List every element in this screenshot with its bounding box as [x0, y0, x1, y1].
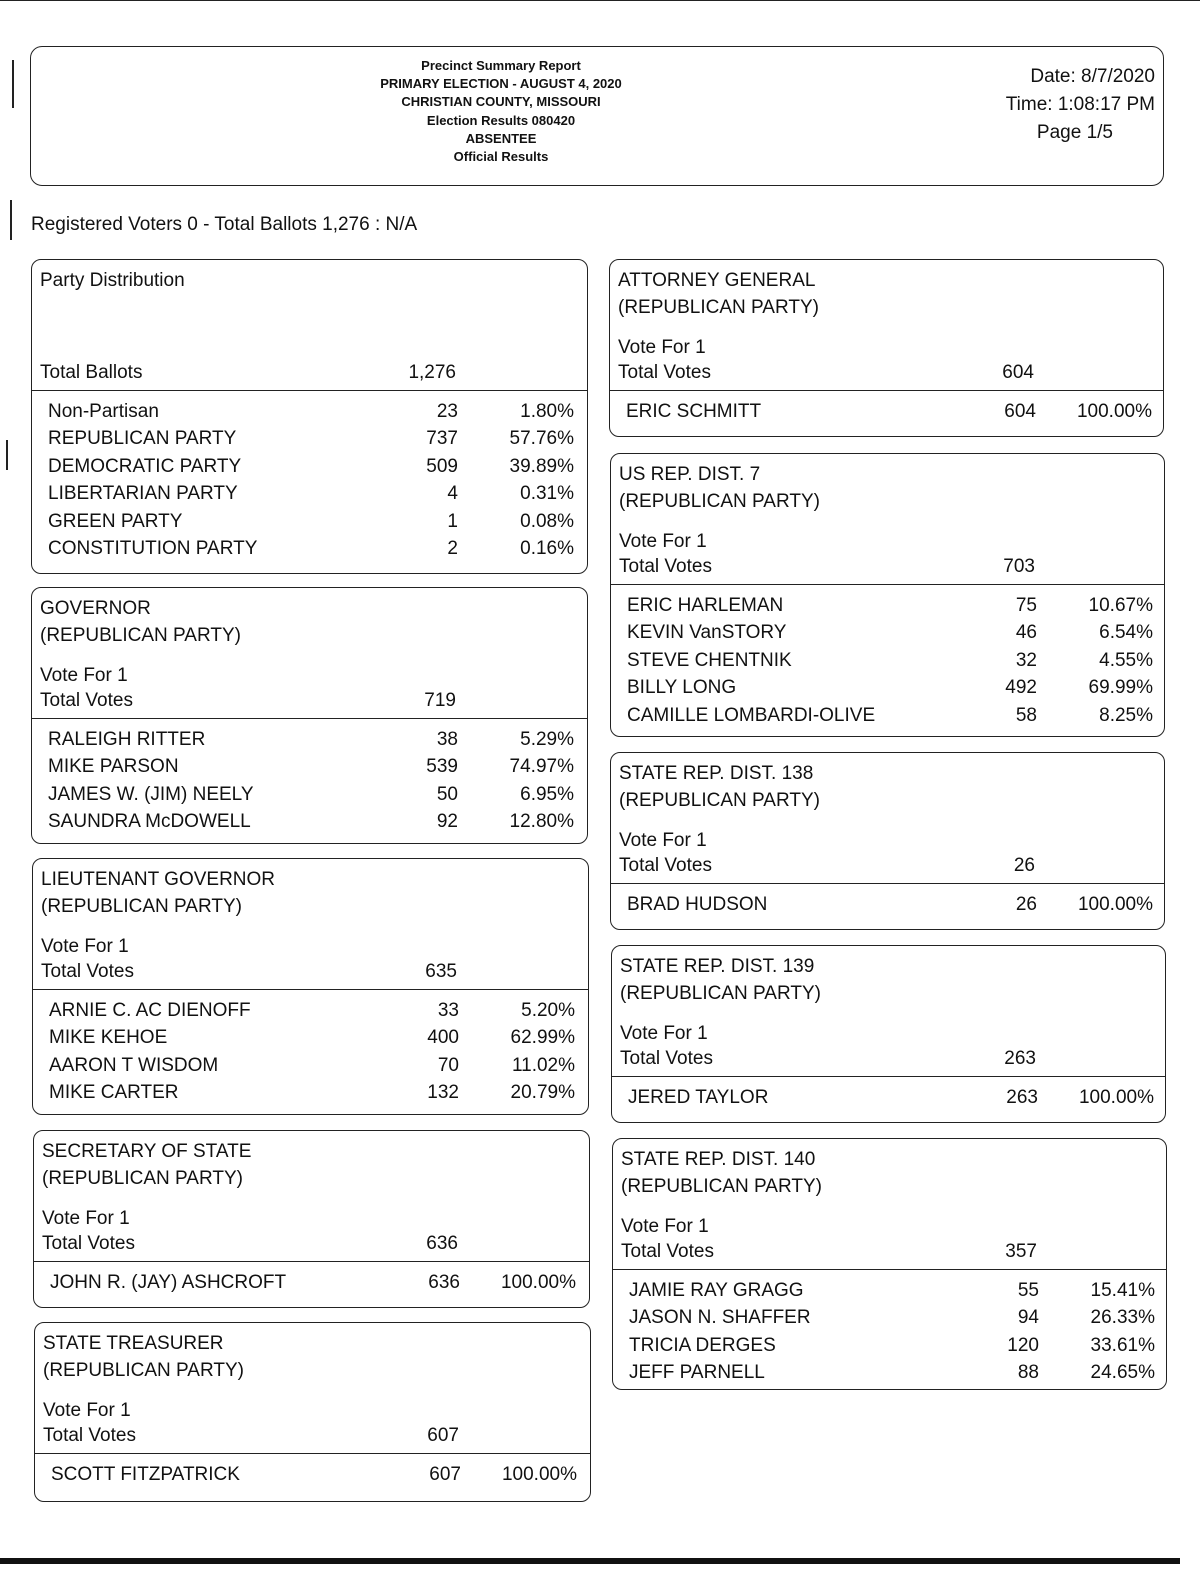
vote-percent: 100.00%	[1077, 894, 1153, 915]
race-office: SECRETARY OF STATE	[42, 1141, 252, 1162]
vote-percent: 20.79%	[510, 1082, 575, 1104]
vote-count: 70	[437, 1054, 459, 1076]
candidate-name: JERED TAYLOR	[628, 1087, 769, 1108]
race-title	[619, 462, 820, 515]
result-row	[627, 619, 1164, 646]
vote-count: 509	[426, 455, 458, 477]
vote-count: 23	[436, 401, 458, 422]
vote-percent: 11.02%	[511, 1054, 575, 1076]
result-row	[627, 702, 1164, 729]
race-party: (REPUBLICAN PARTY)	[40, 624, 241, 646]
vote-percent: 5.29%	[520, 729, 574, 750]
race-party: (REPUBLICAN PARTY)	[619, 789, 820, 811]
race-office: STATE TREASURER	[43, 1333, 224, 1354]
result-row	[48, 398, 587, 425]
vote-percent: 57.76%	[509, 428, 574, 450]
vote-percent: 100.00%	[500, 1272, 576, 1293]
candidate-name: MIKE KEHOE	[49, 1027, 168, 1049]
candidate-name: KEVIN VanSTORY	[627, 622, 787, 644]
candidate-name: JEFF PARNELL	[629, 1362, 765, 1384]
candidate-name: BRAD HUDSON	[627, 894, 768, 915]
race-title	[43, 1331, 244, 1384]
vote-count: 88	[1017, 1362, 1039, 1384]
candidate-name: CAMILLE LOMBARDI-OLIVE	[627, 704, 876, 726]
vote-percent: 33.61%	[1090, 1334, 1155, 1356]
ballot-summary: Registered Voters 0 - Total Ballots 1,276 : N/A	[31, 214, 418, 235]
candidate-name: BILLY LONG	[627, 677, 737, 699]
vote-percent: 5.20%	[521, 1000, 575, 1021]
vote-percent: 69.99%	[1088, 677, 1153, 699]
report-title: Precinct Summary Report	[421, 58, 581, 73]
candidate-name: TRICIA DERGES	[629, 1334, 776, 1356]
vote-count: 636	[428, 1272, 460, 1293]
vote-count: 2	[447, 538, 458, 559]
race-box	[609, 259, 1164, 437]
total-votes-label: Total Votes	[43, 1425, 136, 1446]
race-box	[610, 752, 1165, 930]
vote-count: 737	[426, 428, 458, 450]
candidate-name: JOHN R. (JAY) ASHCROFT	[50, 1272, 287, 1293]
vote-percent: 8.25%	[1099, 704, 1153, 726]
result-row	[48, 726, 587, 753]
vote-count: 94	[1017, 1307, 1039, 1329]
result-row	[48, 781, 587, 808]
result-row	[48, 425, 587, 452]
bottom-border-line	[0, 1558, 1180, 1564]
vote-for-label: Vote For 1	[618, 337, 706, 358]
vote-count: 400	[427, 1027, 459, 1049]
report-time: Time: 1:08:17 PM	[1005, 94, 1155, 115]
scan-mark	[10, 200, 12, 240]
vote-count: 604	[1004, 401, 1036, 422]
race-title	[40, 596, 241, 649]
candidate-name: ARNIE C. AC DIENOFF	[49, 1000, 251, 1021]
total-votes-label: Total Votes	[619, 556, 712, 577]
separator-line	[34, 1261, 589, 1262]
separator-line	[611, 883, 1164, 884]
vote-for-label: Vote For 1	[40, 665, 128, 686]
race-office: ATTORNEY GENERAL	[618, 270, 816, 291]
total-votes-label: Total Votes	[620, 1048, 713, 1069]
result-row	[48, 508, 587, 535]
candidate-name: ERIC HARLEMAN	[627, 595, 784, 616]
header-titles	[281, 57, 721, 166]
vote-for-label: Vote For 1	[42, 1208, 130, 1229]
race-title	[41, 867, 275, 920]
candidate-name: SCOTT FITZPATRICK	[51, 1464, 240, 1485]
candidate-name: ERIC SCHMITT	[626, 401, 762, 422]
candidate-name: RALEIGH RITTER	[48, 729, 206, 750]
separator-line	[32, 718, 587, 719]
candidate-name: Non-Partisan	[48, 401, 159, 422]
total-votes-label: Total Votes	[41, 961, 134, 982]
vote-count: 120	[1007, 1334, 1039, 1356]
results-name: Election Results 080420	[426, 112, 576, 128]
separator-line	[610, 390, 1163, 391]
result-row	[626, 398, 1163, 425]
result-row	[629, 1359, 1166, 1386]
result-row	[629, 1332, 1166, 1359]
total-votes-value: 604	[1002, 362, 1034, 383]
separator-line	[613, 1269, 1166, 1270]
vote-for-label: Vote For 1	[41, 936, 129, 957]
total-votes-label: Total Votes	[618, 362, 711, 383]
total-votes-value: 26	[1013, 855, 1035, 876]
vote-for-label: Vote For 1	[43, 1400, 131, 1421]
vote-count: 26	[1015, 894, 1037, 915]
total-votes-value: 636	[426, 1233, 458, 1254]
total-votes-label: Total Votes	[42, 1233, 135, 1254]
race-box	[32, 858, 589, 1115]
race-title	[619, 761, 820, 814]
results-status: Official Results	[453, 149, 549, 165]
candidate-name: MIKE CARTER	[49, 1082, 179, 1104]
race-box	[31, 587, 588, 844]
race-party: (REPUBLICAN PARTY)	[621, 1175, 822, 1197]
candidate-name: REPUBLICAN PARTY	[48, 428, 237, 450]
vote-count: 92	[436, 811, 458, 833]
race-title	[621, 1147, 822, 1200]
vote-for-label: Vote For 1	[619, 830, 707, 851]
top-border-line	[0, 0, 1200, 1]
result-row	[51, 1461, 590, 1488]
vote-count: 132	[427, 1082, 459, 1104]
race-office: STATE REP. DIST. 138	[619, 763, 814, 784]
result-row	[627, 891, 1164, 918]
vote-count: 46	[1015, 622, 1037, 644]
candidate-name: JAMES W. (JIM) NEELY	[48, 783, 254, 805]
vote-percent: 24.65%	[1090, 1362, 1155, 1384]
result-row	[48, 535, 587, 562]
race-box	[611, 945, 1166, 1123]
candidate-name: AARON T WISDOM	[49, 1054, 219, 1076]
total-ballots-label: Total Ballots	[40, 362, 143, 383]
candidate-name: STEVE CHENTNIK	[627, 649, 792, 671]
total-votes-value: 607	[427, 1425, 459, 1446]
vote-count: 38	[436, 729, 458, 750]
separator-line	[35, 1453, 590, 1454]
report-date: Date: 8/7/2020	[1030, 66, 1155, 87]
candidate-name: LIBERTARIAN PARTY	[48, 483, 238, 505]
vote-percent: 15.41%	[1090, 1280, 1155, 1301]
candidate-name: JASON N. SHAFFER	[629, 1307, 811, 1329]
race-title	[42, 1139, 251, 1192]
vote-percent: 100.00%	[501, 1464, 577, 1485]
total-votes-label: Total Votes	[621, 1241, 714, 1262]
result-row	[48, 480, 587, 507]
total-votes-value: 719	[424, 690, 456, 711]
race-box	[34, 1322, 591, 1502]
total-votes-value: 635	[425, 961, 457, 982]
race-box	[610, 453, 1165, 737]
vote-for-label: Vote For 1	[620, 1023, 708, 1044]
vote-percent: 100.00%	[1078, 1087, 1154, 1108]
vote-percent: 10.67%	[1088, 595, 1153, 616]
race-party: (REPUBLICAN PARTY)	[41, 895, 242, 917]
candidate-name: MIKE PARSON	[48, 756, 179, 778]
vote-percent: 62.99%	[510, 1027, 575, 1049]
vote-count: 263	[1006, 1087, 1038, 1108]
precinct-name: ABSENTEE	[465, 130, 537, 146]
vote-percent: 100.00%	[1076, 401, 1152, 422]
report-header	[30, 46, 1164, 186]
result-row	[629, 1277, 1166, 1304]
race-party: (REPUBLICAN PARTY)	[620, 982, 821, 1004]
result-row	[48, 808, 587, 835]
vote-percent: 0.16%	[520, 538, 574, 559]
race-party: (REPUBLICAN PARTY)	[43, 1359, 244, 1381]
result-row	[627, 674, 1164, 701]
vote-for-label: Vote For 1	[619, 531, 707, 552]
vote-for-label: Vote For 1	[621, 1216, 709, 1237]
vote-count: 539	[426, 756, 458, 778]
header-meta	[1006, 63, 1155, 147]
race-box	[33, 1130, 590, 1308]
result-row	[627, 592, 1164, 619]
result-row	[49, 1079, 588, 1106]
vote-count: 58	[1015, 704, 1037, 726]
vote-count: 55	[1017, 1280, 1039, 1301]
race-title	[618, 268, 819, 321]
result-row	[628, 1084, 1165, 1111]
vote-percent: 12.80%	[509, 811, 574, 833]
vote-count: 32	[1015, 649, 1037, 671]
race-party: (REPUBLICAN PARTY)	[618, 296, 819, 318]
candidate-name: DEMOCRATIC PARTY	[48, 455, 242, 477]
separator-line	[612, 1076, 1165, 1077]
race-office: STATE REP. DIST. 140	[621, 1149, 816, 1170]
race-party: (REPUBLICAN PARTY)	[42, 1167, 243, 1189]
total-votes-value: 703	[1003, 556, 1035, 577]
race-title	[620, 954, 821, 1007]
vote-percent: 74.97%	[509, 756, 574, 778]
result-row	[49, 1052, 588, 1079]
race-party: (REPUBLICAN PARTY)	[619, 490, 820, 512]
vote-percent: 4.55%	[1099, 649, 1153, 671]
vote-percent: 0.08%	[520, 510, 574, 532]
vote-count: 607	[429, 1464, 461, 1485]
vote-percent: 39.89%	[509, 455, 574, 477]
election-name: PRIMARY ELECTION - AUGUST 4, 2020	[380, 76, 622, 92]
separator-line	[33, 989, 588, 990]
result-row	[50, 1269, 589, 1296]
result-row	[627, 647, 1164, 674]
candidate-name: JAMIE RAY GRAGG	[629, 1280, 804, 1301]
scan-mark	[6, 440, 8, 470]
party-distribution-box	[31, 259, 588, 574]
vote-count: 492	[1005, 677, 1037, 699]
vote-percent: 1.80%	[520, 401, 574, 422]
race-office: LIEUTENANT GOVERNOR	[41, 869, 276, 890]
candidate-name: CONSTITUTION PARTY	[48, 538, 258, 559]
party-distribution-title: Party Distribution	[40, 270, 185, 291]
candidate-name: SAUNDRA McDOWELL	[48, 811, 251, 833]
race-office: GOVERNOR	[40, 598, 151, 619]
page-number: Page 1/5	[1036, 122, 1113, 143]
race-box	[612, 1138, 1167, 1390]
total-votes-value: 263	[1004, 1048, 1036, 1069]
vote-count: 75	[1015, 595, 1037, 616]
candidate-name: GREEN PARTY	[48, 510, 183, 532]
vote-percent: 6.54%	[1099, 622, 1153, 644]
vote-count: 4	[447, 483, 458, 505]
vote-percent: 26.33%	[1090, 1307, 1155, 1329]
total-votes-label: Total Votes	[619, 855, 712, 876]
vote-percent: 6.95%	[520, 783, 574, 805]
scan-mark	[12, 60, 14, 108]
vote-percent: 0.31%	[520, 483, 574, 505]
separator-line	[611, 584, 1164, 585]
total-votes-value: 357	[1005, 1241, 1037, 1262]
vote-count: 1	[447, 510, 458, 532]
total-votes-label: Total Votes	[40, 690, 133, 711]
vote-count: 33	[437, 1000, 459, 1021]
county-name: CHRISTIAN COUNTY, MISSOURI	[401, 94, 601, 110]
race-office: STATE REP. DIST. 139	[620, 956, 815, 977]
race-office: US REP. DIST. 7	[619, 464, 761, 485]
result-row	[48, 753, 587, 780]
result-row	[629, 1304, 1166, 1331]
separator-line	[32, 390, 587, 391]
vote-count: 50	[436, 783, 458, 805]
result-row	[49, 997, 588, 1024]
result-row	[49, 1024, 588, 1051]
result-row	[48, 453, 587, 480]
total-ballots-value: 1,276	[408, 362, 456, 383]
